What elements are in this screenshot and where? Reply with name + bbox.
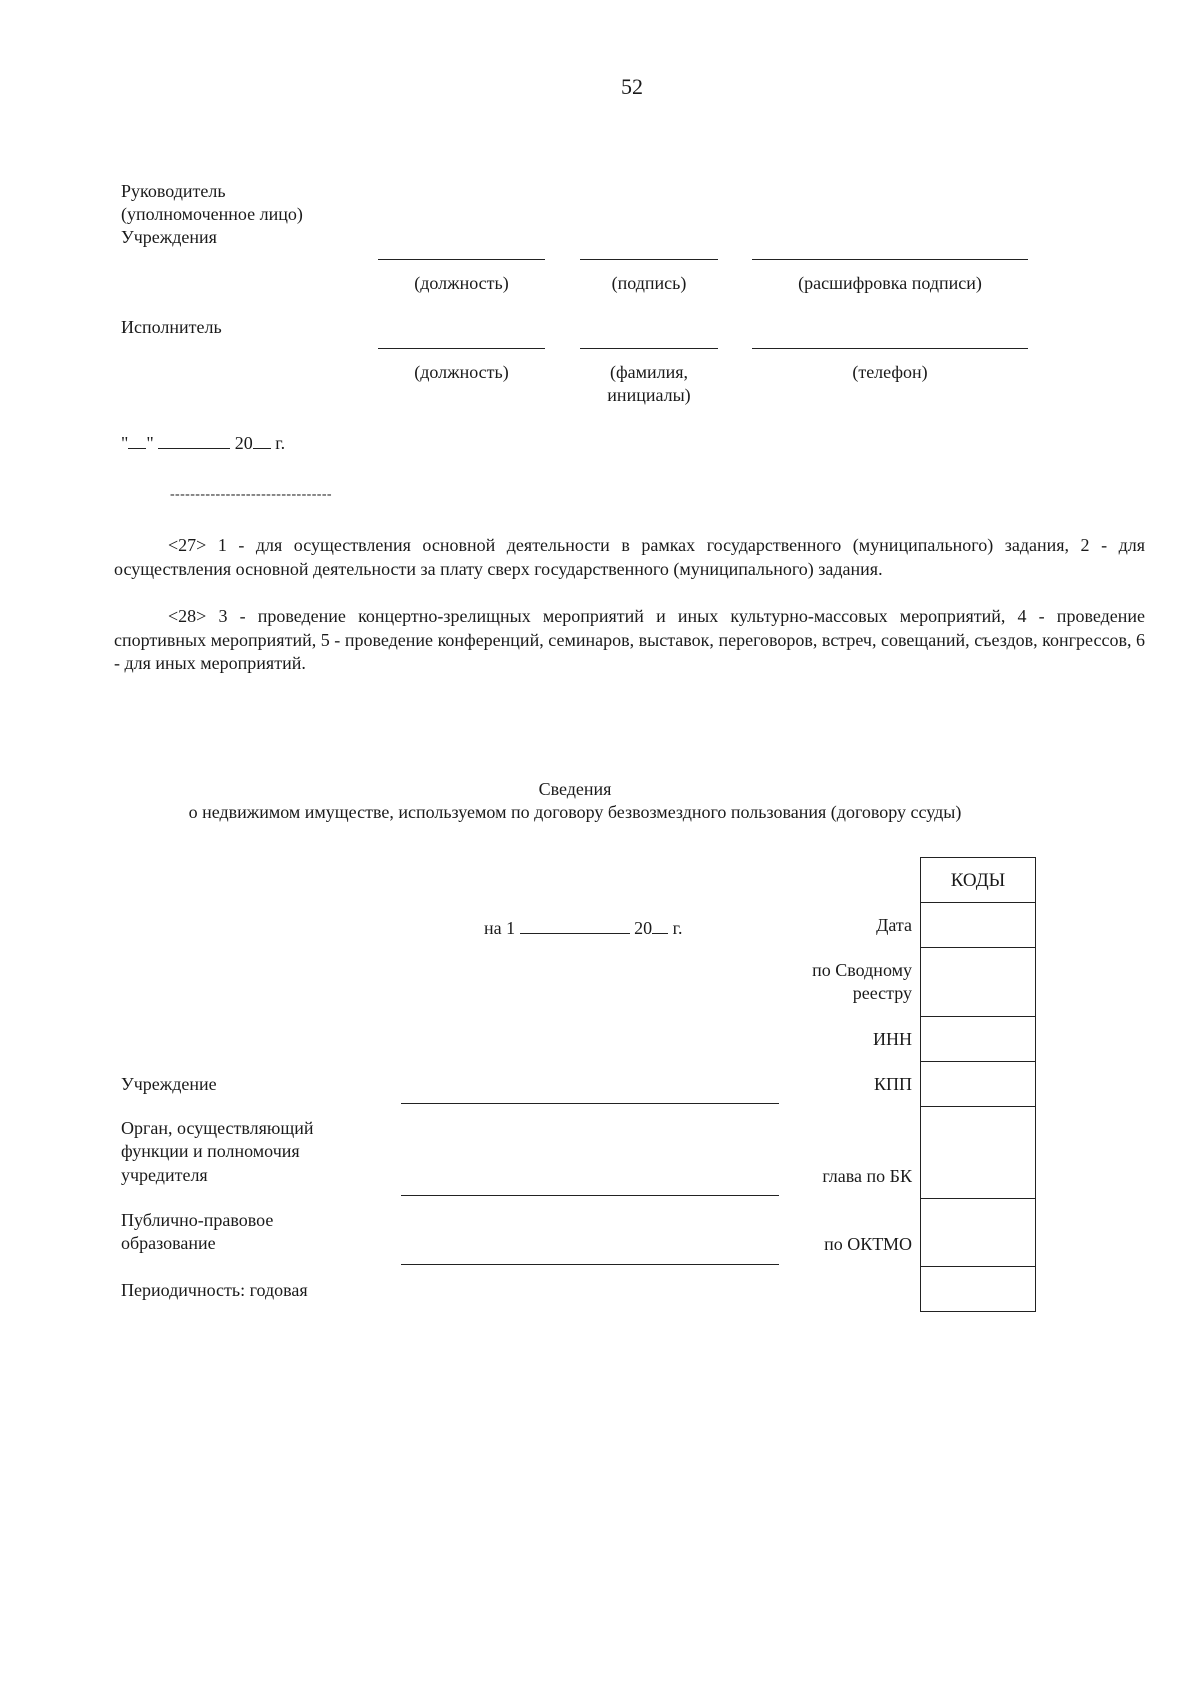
code-label-registry-1: по Сводному [812, 960, 912, 980]
caption-name-line-1: (фамилия, [609, 362, 689, 382]
caption-decode: (расшифровка подписи) [798, 273, 982, 293]
caption-phone: (телефон) [852, 362, 928, 382]
codes-table [920, 857, 1036, 1312]
code-cell-registry[interactable] [921, 948, 1035, 1017]
caption-position-2: (должность) [414, 362, 509, 382]
founder-line [401, 1195, 779, 1196]
code-cell-date[interactable] [921, 903, 1035, 948]
form-title: Сведения [538, 779, 612, 799]
date-open-quote: " [121, 433, 129, 453]
executor-label: Исполнитель [121, 317, 222, 337]
public-line [401, 1264, 779, 1265]
year-blank [253, 430, 271, 449]
label-founder-3: учредителя [121, 1165, 208, 1185]
code-cell-inn[interactable] [921, 1017, 1035, 1062]
label-public-1: Публично-правовое [121, 1210, 274, 1230]
caption-position: (должность) [414, 273, 509, 293]
form-date-prefix: на 1 [484, 918, 516, 938]
code-label-registry-2: реестру [852, 983, 912, 1003]
page-number: 52 [621, 74, 643, 99]
code-label-oktmo: по ОКТМО [824, 1234, 912, 1254]
executor-name-line [580, 348, 718, 349]
date-suffix: г. [275, 433, 286, 453]
footnote-28: <28> 3 - проведение концертно-зрелищных мероприятий и иных культурно-массовых мероприятий, 4 - проведение спортивных мероприятий, 5 - проведение конференций, семинаров, выставок, переговоров, встреч, совещаний, съездов, конгрессов, 6 - для иных мероприятий. [114, 606, 1145, 673]
code-label-date: Дата [876, 915, 912, 935]
code-label-kpp: КПП [873, 1074, 912, 1094]
executor-position-line [378, 348, 545, 349]
signature-line [580, 259, 718, 260]
head-label-line-1: Руководитель [121, 181, 226, 201]
label-periodicity: Периодичность: годовая [121, 1280, 308, 1300]
executor-phone-line [752, 348, 1028, 349]
label-founder-1: Орган, осуществляющий [121, 1118, 314, 1138]
form-date-suffix: г. [672, 918, 683, 938]
label-institution: Учреждение [121, 1074, 217, 1094]
position-signature-line [378, 259, 545, 260]
codes-header: КОДЫ [921, 858, 1035, 903]
day-blank [128, 430, 146, 449]
code-cell-kpp[interactable] [921, 1062, 1035, 1107]
institution-line [401, 1103, 779, 1104]
footnote-27: <27> 1 - для осуществления основной деятельности в рамках государственного (муниципального) задания, 2 - для осуществления основной деятельности за плату сверх государственного (муниципального) задания. [114, 535, 1145, 579]
caption-name-line-2: инициалы) [607, 385, 691, 405]
signature-date [121, 430, 285, 454]
form-date [484, 915, 682, 939]
label-founder-2: функции и полномочия [121, 1141, 300, 1161]
footnote-separator: -------------------------------- [170, 487, 332, 502]
form-date-blank [520, 915, 630, 934]
caption-signature: (подпись) [611, 273, 687, 293]
code-cell-periodicity[interactable] [921, 1267, 1035, 1312]
code-cell-bk[interactable] [921, 1107, 1035, 1199]
code-label-inn: ИНН [873, 1029, 912, 1049]
month-blank [158, 430, 230, 449]
code-cell-oktmo[interactable] [921, 1199, 1035, 1267]
form-subtitle: о недвижимом имуществе, используемом по договору безвозмездного пользования (договору ссуды) [188, 802, 962, 822]
label-public-2: образование [121, 1233, 216, 1253]
form-date-year-blank [652, 915, 668, 934]
head-label-line-2: (уполномоченное лицо) [121, 204, 303, 224]
date-year: 20 [234, 433, 253, 453]
code-label-bk: глава по БК [822, 1166, 912, 1186]
head-label-line-3: Учреждения [121, 227, 217, 247]
decode-signature-line [752, 259, 1028, 260]
date-close-quote: " [146, 433, 154, 453]
form-date-year: 20 [634, 918, 653, 938]
